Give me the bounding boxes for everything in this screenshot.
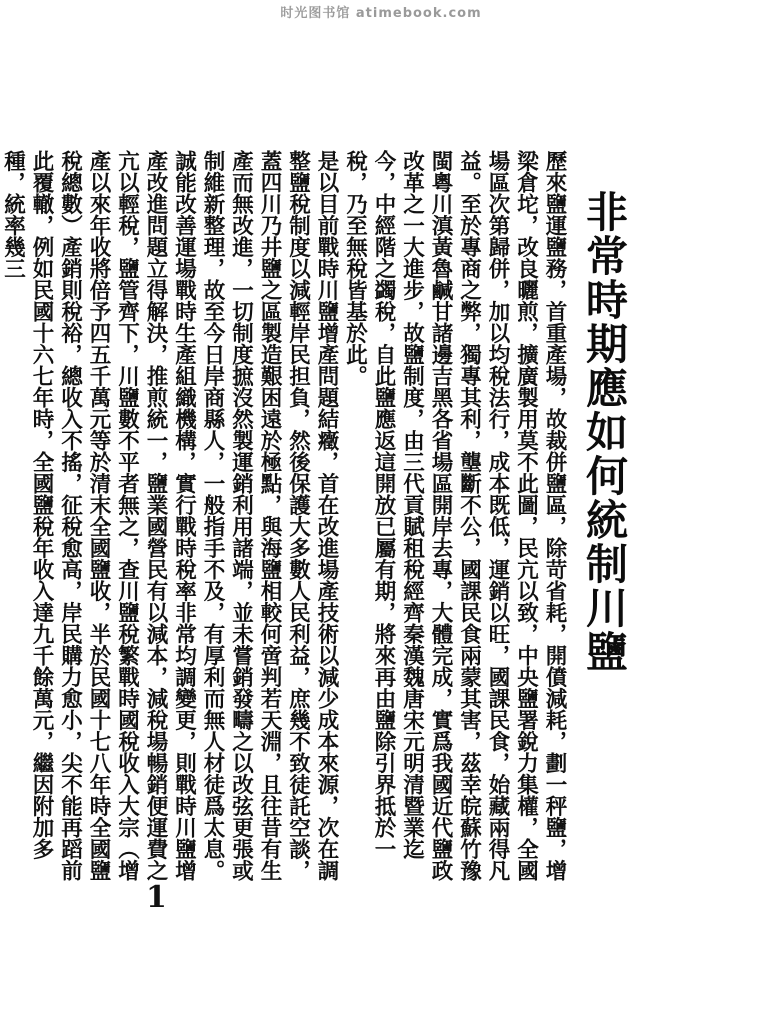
paragraph-2: 是以目前戰時川鹽增產問題結癥，首在改進場產技術以減少成本來源，次在調整鹽稅制度以減輕岸民担負，然後保護大多數人民利益，庶幾不致徒託空談，蓋四川乃井鹽之區製造艱困遠於極點，與海鹽相較何啻判若天淵，且往昔有生產而無改進，一切制度摭沒然製運銷利用諸端，並未嘗銷發疇之以改弦更張或制維新整理，故至今日岸商縣人，一般指手不及，有厚利而無人材徒爲太息。 [200,150,339,881]
watermark: 时光图书馆 atimebook.com [280,6,482,21]
paragraph-3: 誠能改善運場戰時生產組織機構，實行戰時稅率非常均調變更，則戰時川鹽增產改進問題立得解決，推煎統一，鹽業國營民有以減本，減稅場暢銷便運費之亢以輕稅，鹽管齊下，川鹽數不平者無之，查川鹽稅繁戰時國稅收入大宗（增產以來年收將倍予四五千萬元等於清末全國鹽收，半於民國十七八年時全國鹽稅總數）產銷則稅裕，總收入不搖，征稅愈高，岸民購力愈小，尖不能再蹈前此覆轍，例如民國十六七年時，全國鹽稅年收入達九千餘萬元，繼因附加多種，統率幾三 [0,150,197,881]
page-number: 1 [146,880,167,915]
body-text [0,150,568,885]
page-title: 非常時期應如何統制川鹽 [580,190,629,674]
paragraph-1: 歷來鹽運鹽務，首重產場，故裁併鹽區，除苛省耗，開僨減耗，劃一秤鹽，增梁倉坨，改良曬煎，擴廣製用莫不此圖，民亢以致，中央鹽署銳力集權，全國場區次第歸併，加以均稅法行，成本既低，運銷以旺，國課民食，始藏兩得凡益。至於專商之弊，獨專其利，壟斷不公，國課民食兩蒙其害，茲幸皖蘇竹豫閩粵川滇黃魯鹹甘諸邊吉黑各省場區開岸去專，大體完成，實爲我國近代鹽政改革之一大進步，故鹽制度，由三代貢賦租稅經齊秦漢魏唐宋元明清暨業迄今，中經階之蠲稅，自此鹽應返這開放已屬有期，將來再由鹽除引界抵於一稅，乃至無稅皆基於此。 [342,150,567,881]
